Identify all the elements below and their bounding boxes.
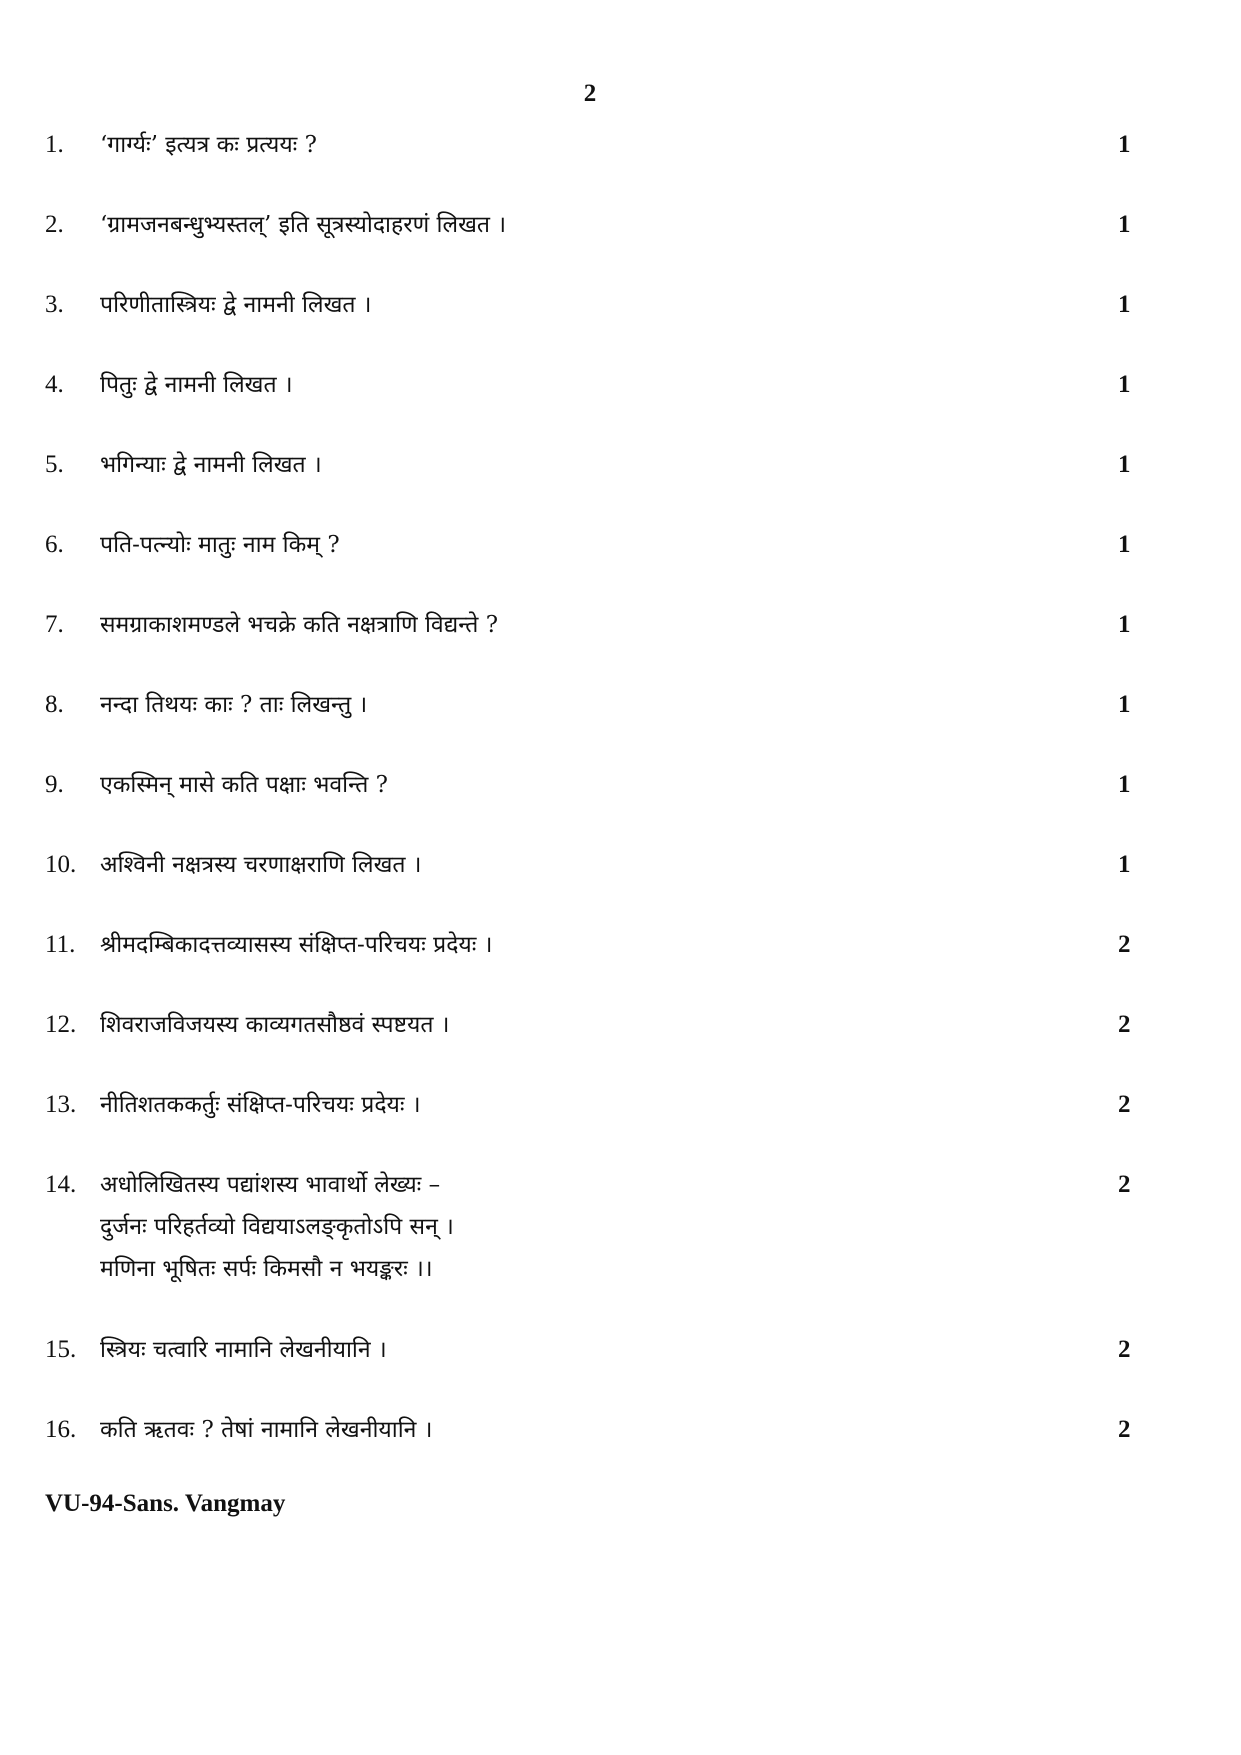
question-marks: 1	[1118, 131, 1131, 158]
question-13	[0, 1085, 1241, 1125]
page-number: 2	[583, 80, 597, 107]
question-14	[0, 1165, 1241, 1205]
question-number: 14.	[45, 1171, 77, 1198]
question-text: परिणीतास्त्रियः द्वे नामनी लिखत ।	[100, 292, 372, 318]
question-text: कति ऋतवः ? तेषां नामानि लेखनीयानि ।	[100, 1417, 433, 1443]
question-text: एकस्मिन् मासे कति पक्षाः भवन्ति ?	[100, 772, 388, 798]
question-text: अश्विनी नक्षत्रस्य चरणाक्षराणि लिखत ।	[100, 852, 422, 878]
question-number: 5.	[45, 451, 64, 478]
question-3	[0, 285, 1241, 325]
question-text: अधोलिखितस्य पद्यांशस्य भावार्थो लेख्यः –	[100, 1172, 441, 1198]
question-5	[0, 445, 1241, 485]
question-12	[0, 1005, 1241, 1045]
question-15	[0, 1330, 1241, 1370]
question-number: 11.	[45, 931, 76, 958]
verse-line-1: दुर्जनः परिहर्तव्यो विद्ययाऽलङ्कृतोऽपि सन् ।	[100, 1214, 454, 1240]
question-7	[0, 605, 1241, 645]
question-text: स्त्रियः चत्वारि नामानि लेखनीयानि ।	[100, 1337, 387, 1363]
question-marks: 1	[1118, 851, 1131, 878]
question-text: ‘ग्रामजनबन्धुभ्यस्तल्’ इति सूत्रस्योदाहरणं लिखत ।	[100, 212, 507, 238]
question-number: 4.	[45, 371, 64, 398]
question-text: पितुः द्वे नामनी लिखत ।	[100, 372, 293, 398]
question-text: भगिन्याः द्वे नामनी लिखत ।	[100, 452, 322, 478]
question-number: 10.	[45, 851, 77, 878]
question-number: 8.	[45, 691, 64, 718]
question-text: शिवराजविजयस्य काव्यगतसौष्ठवं स्पष्टयत ।	[100, 1012, 450, 1038]
verse-line-2: मणिना भूषितः सर्पः किमसौ न भयङ्करः ।।	[100, 1256, 433, 1282]
question-marks: 2	[1118, 1011, 1131, 1038]
question-4	[0, 365, 1241, 405]
question-16	[0, 1410, 1241, 1450]
question-text: नन्दा तिथयः काः ? ताः लिखन्तु ।	[100, 692, 368, 718]
question-1	[0, 125, 1241, 165]
question-text: नीतिशतककर्तुः संक्षिप्त-परिचयः प्रदेयः ।	[100, 1092, 421, 1118]
question-11	[0, 925, 1241, 965]
question-9	[0, 765, 1241, 805]
question-number: 15.	[45, 1336, 77, 1363]
question-text: श्रीमदम्बिकादत्तव्यासस्य संक्षिप्त-परिचयः प्रदेयः ।	[100, 932, 493, 958]
question-number: 7.	[45, 611, 64, 638]
question-number: 12.	[45, 1011, 77, 1038]
question-number: 1.	[45, 131, 64, 158]
footer-code: VU-94-Sans. Vangmay	[45, 1490, 286, 1517]
question-8	[0, 685, 1241, 725]
question-6	[0, 525, 1241, 565]
question-marks: 1	[1118, 771, 1131, 798]
question-marks: 2	[1118, 931, 1131, 958]
question-marks: 1	[1118, 211, 1131, 238]
question-marks: 1	[1118, 611, 1131, 638]
question-marks: 1	[1118, 691, 1131, 718]
question-marks: 2	[1118, 1091, 1131, 1118]
question-marks: 2	[1118, 1171, 1131, 1198]
question-marks: 1	[1118, 451, 1131, 478]
question-2	[0, 205, 1241, 245]
question-number: 13.	[45, 1091, 77, 1118]
question-text: समग्राकाशमण्डले भचक्रे कति नक्षत्राणि विद्यन्ते ?	[100, 612, 499, 638]
question-text: ‘गार्ग्यः’ इत्यत्र कः प्रत्ययः ?	[100, 132, 317, 158]
question-number: 3.	[45, 291, 64, 318]
question-number: 16.	[45, 1416, 77, 1443]
question-marks: 2	[1118, 1416, 1131, 1443]
question-number: 2.	[45, 211, 64, 238]
question-number: 9.	[45, 771, 64, 798]
question-marks: 1	[1118, 371, 1131, 398]
question-marks: 2	[1118, 1336, 1131, 1363]
question-marks: 1	[1118, 531, 1131, 558]
question-number: 6.	[45, 531, 64, 558]
question-10	[0, 845, 1241, 885]
question-marks: 1	[1118, 291, 1131, 318]
question-text: पति-पत्न्योः मातुः नाम किम् ?	[100, 532, 340, 558]
